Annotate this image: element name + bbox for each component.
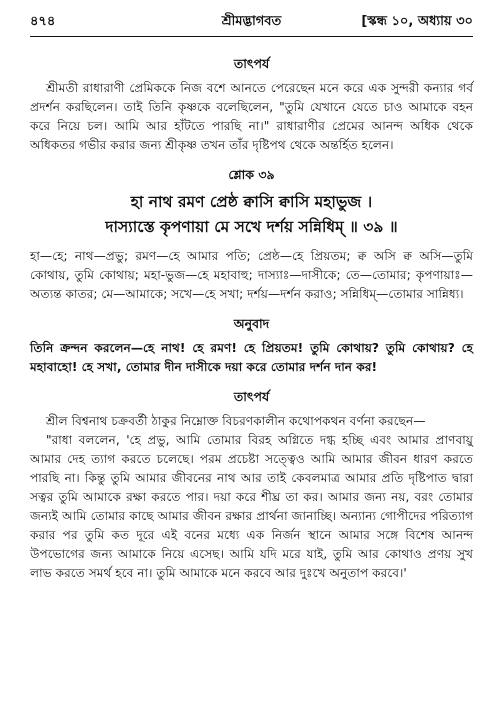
purport-intro: শ্রীল বিশ্বনাথ চক্রবর্তী ঠাকুর নিম্নোক্ত বিচরণকালীন কথোপকথন বর্ণনা করছেন— (46, 414, 426, 428)
page-body (30, 56, 473, 583)
synonyms-paragraph: হা—হে; নাথ—প্রভু; রমণ—হে আমার পতি; প্রেষ্ঠ—হে প্রিয়তম; ক্ব অসি ক্ব অসি—তুমি কোথায়, তুমি কোথায়; মহা-ভুজ—হে মহাবাহু; দাস্যাঃ—দাসীকে; তে—তোমার; কৃপণায়াঃ—অত্যন্ত কাতর; মে—আমাকে; সখে—হে সখা; দর্শয়—দর্শন করাও; সন্নিধিম্—তোমার সান্নিধ্য। (30, 249, 473, 301)
section-label: [স্কন্ধ ১০, অধ্যায় ৩০ (361, 14, 473, 29)
verse-line-1: হা নাথ রমণ প্রেষ্ঠ ক্বাসি ক্বাসি মহাভুজ । (130, 193, 373, 211)
verse-heading: শ্লোক ৩৯ (228, 167, 275, 182)
purport-heading: তাৎপর্য (233, 56, 270, 71)
purport-heading-2: তাৎপর্য (233, 389, 270, 404)
page-number: ৪৭৪ (30, 14, 56, 29)
header-rule (30, 36, 473, 37)
verse-line-2: দাস্যাস্তে কৃপণায়া মে সখে দর্শয় সন্নিধিম্ ॥ ৩৯ ॥ (105, 218, 398, 236)
purport-quote: "রাধা বললেন, 'হে প্রভু, আমি তোমার বিরহ অগ্নিতে দগ্ধ হচ্ছি এবং আমার প্রাণবায়ু আমার দেহ ত্যাগ করতে চলেছে। পরম প্রচেষ্টা সত্ত্বেও আমি আমার জীবন ধারণ করতে পারছি না। কিন্তু তুমি আমার জীবনের নাথ আর তাই কেবলমাত্র আমার প্রতি দৃষ্টিপাত দ্বারা সত্বর তুমি আমাকে রক্ষা করতে পার। দয়া করে শীঘ্র তা কর। আমার জন্য নয়, বরং তোমার জন্যই আমি তোমার কাছে আমার জীবন রক্ষার প্রার্থনা জানাচ্ছি। অন্যান্য গোপীদের পরিত্যাগ করার পর তুমি কত দূরে এই বনের মধ্যে এক নির্জন স্থানে আমার সঙ্গে বিশেষ আনন্দ উপভোগের জন্য আমাকে নিয়ে এসেছ। আমি যদি মরে যাই, তুমি আর কোথাও প্রণয় সুখ লাভ করতে সমর্থ হবে না। তুমি আমাকে মনে করবে আর দুঃখে অনুতাপ করবে।' (30, 433, 473, 580)
page-header (30, 12, 473, 34)
purport-paragraph: শ্রীমতী রাধারাণী প্রেমিককে নিজ বশে আনতে পেরেছেন মনে করে এক সুন্দরী কন্যার গর্ব প্রদর্শন করছিলেন। তাই তিনি কৃষ্ণকে বলেছিলেন, "তুমি যেখানে যেতে চাও আমাকে বহন করে নিয়ে চল। আমি আর হাঁটতে পারছি না।" রাধারাণীর প্রেমের আনন্দ অধিক থেকে অধিকতর গভীর করার জন্য শ্রীকৃষ্ণ তখন তাঁর দৃষ্টিপথ থেকে অন্তর্হিত হলেন। (30, 81, 473, 152)
translation-heading: অনুবাদ (233, 316, 270, 331)
translation-paragraph: তিনি ক্রন্দন করলেন—হে নাথ! হে রমণ! হে প্রিয়তম! তুমি কোথায়? তুমি কোথায়? হে মহাবাহো! হে সখা, তোমার দীন দাসীকে দয়া করে তোমার দর্শন দান কর! (30, 341, 473, 374)
book-title: শ্রীমদ্ভাগবত (221, 14, 282, 29)
